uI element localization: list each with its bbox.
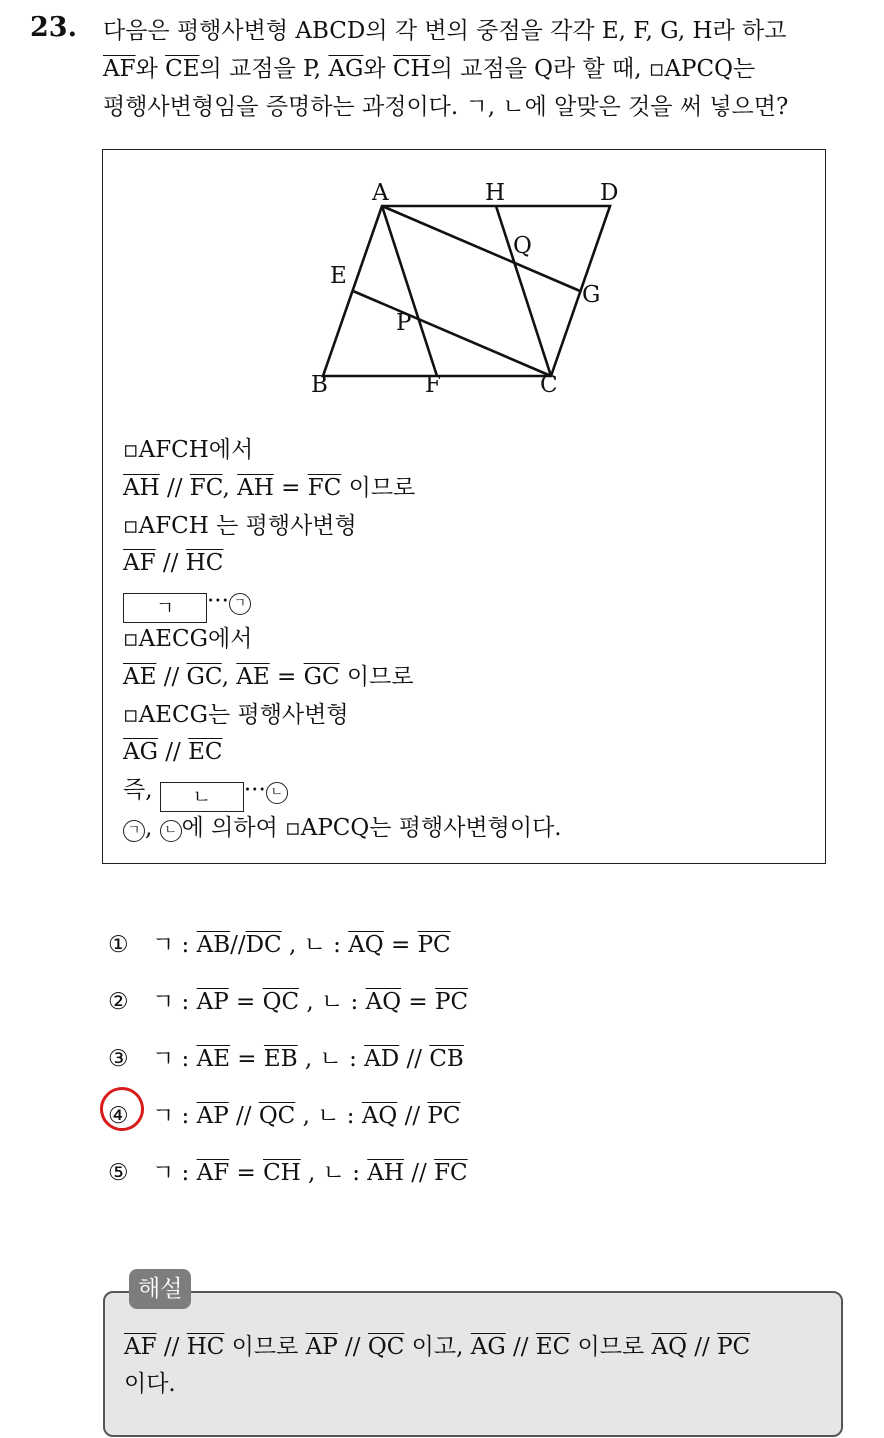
text: , bbox=[295, 1103, 318, 1129]
segment: $\overline{QC}$ bbox=[367, 1334, 405, 1360]
text: = bbox=[401, 989, 435, 1015]
label-f: F bbox=[425, 372, 441, 395]
option-2[interactable] bbox=[108, 983, 468, 1040]
segment-af bbox=[382, 206, 437, 376]
segment: $\overline{AE}$ bbox=[196, 1046, 230, 1072]
proof-line bbox=[123, 810, 562, 848]
text: 이므로 bbox=[570, 1334, 652, 1360]
text: = bbox=[383, 932, 418, 958]
text: ㄴ : bbox=[317, 1103, 362, 1129]
segment: $\overline{AH}$ bbox=[367, 1160, 404, 1186]
text: = bbox=[229, 1160, 264, 1186]
blank-box-nieun: ㄴ bbox=[160, 782, 244, 812]
segment: $\overline{AH}$ bbox=[123, 474, 160, 501]
text: ㄱ : bbox=[152, 932, 197, 958]
label-p: P bbox=[396, 310, 412, 336]
circled-marker: ㄱ bbox=[123, 820, 145, 842]
segment: $\overline{FC}$ bbox=[189, 474, 223, 501]
text: 이고, bbox=[404, 1334, 471, 1360]
segment: $\overline{EB}$ bbox=[263, 1046, 298, 1072]
proof-line bbox=[123, 545, 562, 583]
text: 즉, bbox=[123, 777, 160, 804]
proof-text bbox=[123, 432, 562, 848]
text: // bbox=[403, 1160, 435, 1186]
text: 이므로 bbox=[339, 663, 414, 690]
segment: $\overline{EC}$ bbox=[535, 1334, 571, 1360]
text: ㄱ : bbox=[152, 1046, 197, 1072]
label-g: G bbox=[582, 282, 601, 308]
segment-ce bbox=[353, 291, 551, 376]
segment: $\overline{PC}$ bbox=[434, 989, 469, 1015]
segment: $\overline{AP}$ bbox=[196, 989, 229, 1015]
circled-marker: ㄴ bbox=[266, 782, 288, 804]
option-3[interactable] bbox=[108, 1040, 468, 1097]
proof-line: ▫AFCH 는 평행사변형 bbox=[123, 512, 357, 539]
text: = bbox=[273, 474, 308, 501]
text: , bbox=[221, 663, 237, 690]
text: ㄴ : bbox=[303, 932, 349, 958]
segment: $\overline{AF}$ bbox=[123, 550, 156, 577]
text: // bbox=[155, 550, 186, 577]
segment: $\overline{CB}$ bbox=[429, 1046, 464, 1072]
dots: ··· bbox=[243, 777, 266, 804]
label-h: H bbox=[485, 180, 506, 206]
proof-line bbox=[123, 659, 562, 697]
text: ㄱ : bbox=[152, 989, 197, 1015]
proof-box bbox=[102, 149, 826, 864]
explanation-tag: 해설 bbox=[129, 1269, 191, 1309]
segment: $\overline{DC}$ bbox=[245, 932, 282, 958]
label-c: C bbox=[540, 372, 558, 395]
segment: $\overline{GC}$ bbox=[303, 663, 340, 690]
label-a: A bbox=[372, 180, 389, 206]
segment: $\overline{AE}$ bbox=[123, 663, 157, 690]
segment: $\overline{AF}$ bbox=[124, 1334, 157, 1360]
segment: $\overline{AQ}$ bbox=[651, 1334, 687, 1360]
text: // bbox=[337, 1334, 368, 1360]
segment: $\overline{EC}$ bbox=[188, 739, 223, 766]
question-line-3: 평행사변형임을 증명하는 과정이다. ㄱ, ㄴ에 알맞은 것을 써 넣으면? bbox=[103, 94, 789, 120]
label-d: D bbox=[600, 180, 619, 206]
segment: $\overline{GC}$ bbox=[186, 663, 222, 690]
segment: $\overline{CH}$ bbox=[263, 1160, 301, 1186]
segment: $\overline{FC}$ bbox=[307, 474, 342, 501]
segment: $\overline{AQ}$ bbox=[361, 1103, 398, 1129]
label-b: B bbox=[311, 372, 328, 395]
segment: $\overline{AQ}$ bbox=[348, 932, 384, 958]
option-number: ③ bbox=[108, 1046, 129, 1072]
text: 와 bbox=[363, 56, 393, 82]
proof-line bbox=[123, 470, 562, 508]
proof-line bbox=[123, 583, 562, 621]
segment: $\overline{PC}$ bbox=[427, 1103, 461, 1129]
text: 의 교점을 P, bbox=[199, 56, 329, 82]
segment-ch bbox=[496, 206, 551, 376]
explanation-text bbox=[124, 1329, 829, 1403]
segment: $\overline{AP}$ bbox=[196, 1103, 229, 1129]
segment: $\overline{AD}$ bbox=[364, 1046, 400, 1072]
option-1[interactable] bbox=[108, 926, 468, 983]
text: , bbox=[300, 1160, 323, 1186]
explanation-line-1 bbox=[124, 1329, 829, 1366]
segment: $\overline{CH}$ bbox=[392, 56, 431, 82]
label-q: Q bbox=[513, 233, 532, 259]
parallelogram-abcd bbox=[323, 206, 610, 376]
text: // bbox=[686, 1334, 718, 1360]
text: = bbox=[230, 1046, 264, 1072]
blank-box-giyeok: ㄱ bbox=[123, 593, 207, 623]
segment: $\overline{AE}$ bbox=[236, 663, 270, 690]
proof-line bbox=[123, 772, 562, 810]
parallelogram-figure bbox=[309, 170, 639, 395]
segment: $\overline{AG}$ bbox=[328, 56, 364, 82]
text: // bbox=[230, 932, 246, 958]
text: 와 bbox=[135, 56, 166, 82]
text: 이므로 bbox=[341, 474, 416, 501]
segment: $\overline{AF}$ bbox=[103, 56, 136, 82]
text: , bbox=[299, 989, 321, 1015]
text: 의 교점을 Q라 할 때, ▫APCQ는 bbox=[430, 56, 756, 82]
text: // bbox=[505, 1334, 536, 1360]
text: // bbox=[157, 739, 189, 766]
segment: $\overline{PC}$ bbox=[417, 932, 451, 958]
proof-line: ▫AECG에서 bbox=[123, 625, 253, 652]
text: ㄴ : bbox=[319, 1046, 365, 1072]
text: // bbox=[399, 1046, 430, 1072]
proof-line: ▫AFCH에서 bbox=[123, 437, 254, 463]
circled-marker: ㄱ bbox=[229, 593, 251, 615]
option-number: ① bbox=[108, 932, 129, 958]
question-line-1: 다음은 평행사변형 ABCD의 각 변의 중점을 각각 E, F, G, H라 하고 bbox=[103, 18, 787, 44]
segment: $\overline{HC}$ bbox=[186, 1334, 225, 1360]
segment-ag bbox=[382, 206, 580, 291]
segment: $\overline{AH}$ bbox=[237, 474, 274, 501]
text: // bbox=[228, 1103, 259, 1129]
segment: $\overline{AP}$ bbox=[305, 1334, 338, 1360]
segment: $\overline{AG}$ bbox=[470, 1334, 506, 1360]
question-text bbox=[103, 12, 873, 126]
text: ㄱ : bbox=[152, 1160, 197, 1186]
option-number: ④ bbox=[108, 1103, 129, 1129]
text: , bbox=[222, 474, 238, 501]
option-number: ② bbox=[108, 989, 129, 1015]
proof-line bbox=[123, 734, 562, 772]
text: = bbox=[228, 989, 263, 1015]
question-number: 23. bbox=[30, 12, 77, 43]
segment: $\overline{AG}$ bbox=[123, 739, 158, 766]
option-4[interactable] bbox=[108, 1097, 468, 1154]
segment: $\overline{AQ}$ bbox=[365, 989, 402, 1015]
question-line-2 bbox=[103, 50, 873, 88]
segment: $\overline{HC}$ bbox=[185, 550, 224, 577]
text: // bbox=[156, 663, 187, 690]
text: // bbox=[397, 1103, 428, 1129]
label-e: E bbox=[330, 263, 347, 289]
segment: $\overline{CE}$ bbox=[165, 56, 200, 82]
text: = bbox=[269, 663, 304, 690]
text: 이므로 bbox=[224, 1334, 306, 1360]
circled-marker: ㄴ bbox=[160, 820, 182, 842]
text: ㄴ : bbox=[322, 1160, 368, 1186]
segment: $\overline{QC}$ bbox=[262, 989, 300, 1015]
text: ㄴ : bbox=[321, 989, 366, 1015]
text: , bbox=[281, 932, 304, 958]
segment: $\overline{FC}$ bbox=[434, 1160, 468, 1186]
segment: $\overline{AB}$ bbox=[196, 932, 231, 958]
dots: ··· bbox=[207, 588, 229, 615]
segment: $\overline{PC}$ bbox=[717, 1334, 751, 1360]
segment: $\overline{QC}$ bbox=[258, 1103, 296, 1129]
text: ㄱ : bbox=[152, 1103, 197, 1129]
option-number: ⑤ bbox=[108, 1160, 129, 1186]
answer-options bbox=[108, 926, 468, 1211]
text: // bbox=[156, 1334, 187, 1360]
segment: $\overline{AF}$ bbox=[196, 1160, 230, 1186]
explanation-line-2: 이다. bbox=[124, 1371, 176, 1397]
option-5[interactable] bbox=[108, 1154, 468, 1211]
text: // bbox=[159, 474, 190, 501]
text: , bbox=[297, 1046, 320, 1072]
text: , bbox=[145, 814, 160, 841]
text: 에 의하여 ▫APCQ는 평행사변형이다. bbox=[181, 814, 562, 841]
proof-line: ▫AECG는 평행사변형 bbox=[123, 701, 349, 728]
